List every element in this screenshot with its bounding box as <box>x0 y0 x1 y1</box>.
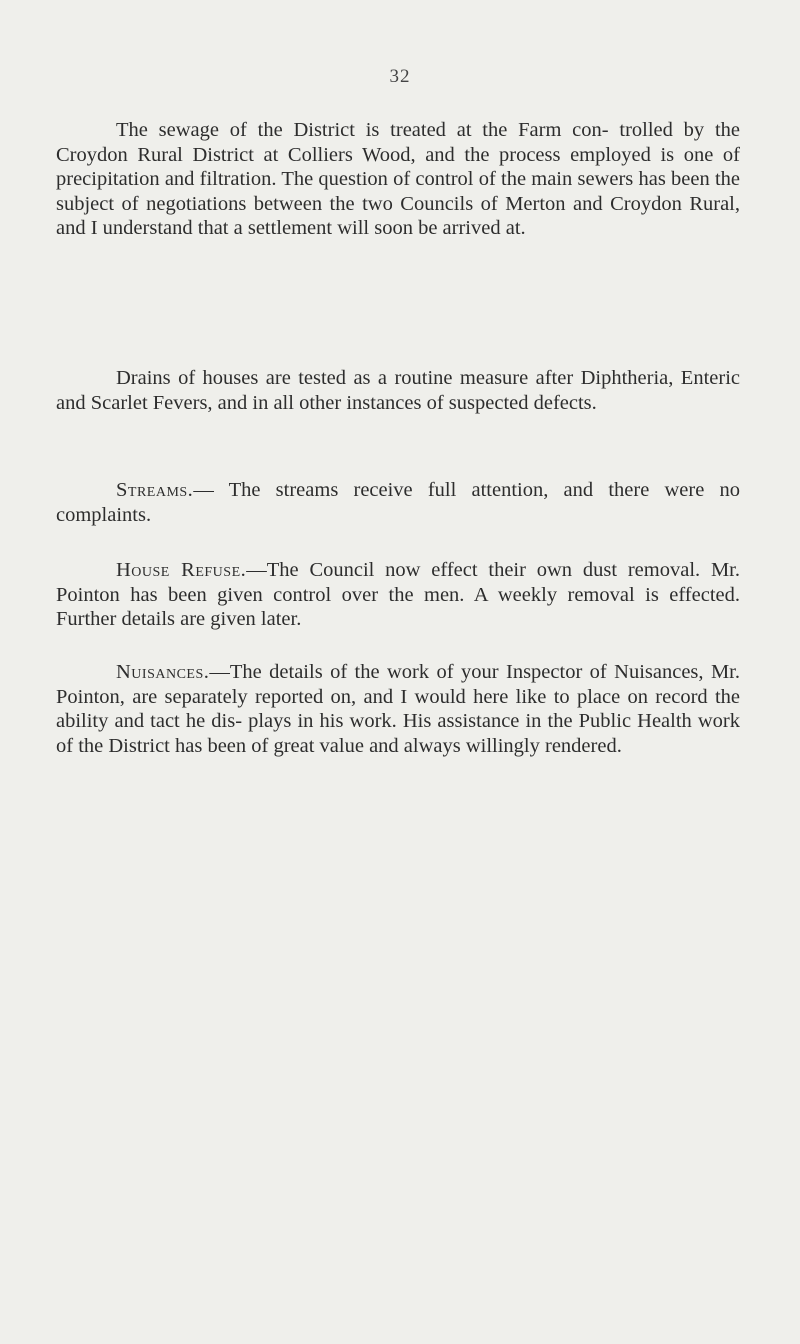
paragraph-text: The sewage of the District is treated at the Farm con- trolled by the Croydon Rural District at Colliers Wood, and the process employed is one of precipitation and filtration. The question of control of the main sewers has been the subject of negotiations between the two Councils of Merton and Croydon Rural, and I understand that a settlement will soon be arrived at. <box>56 119 740 239</box>
paragraph-sewage <box>56 118 740 241</box>
paragraph-text: — The streams receive full attention, and there were no complaints. <box>56 479 740 526</box>
paragraph-text: —The Council now effect their own dust removal. Mr. Pointon has been given control over the men. A weekly removal is effected. Further details are given later. <box>56 559 740 630</box>
paragraph-streams <box>56 478 740 527</box>
paragraph-nuisances <box>56 660 740 758</box>
section-heading-house-refuse: House Refuse. <box>116 559 247 581</box>
paragraph-house-refuse <box>56 558 740 632</box>
paragraph-text: Drains of houses are tested as a routine measure after Diphtheria, Enteric and Scarlet Fevers, and in all other instances of suspected defects. <box>56 367 740 414</box>
paragraph-text: —The details of the work of your Inspector of Nuisances, Mr. Pointon, are separately reported on, and I would here like to place on record the ability and tact he dis- plays in his work. His assistance in the Public Health work of the District has been of great value and always willingly rendered. <box>56 661 740 757</box>
section-heading-nuisances: Nuisances. <box>116 661 210 683</box>
section-heading-streams: Streams. <box>116 479 194 501</box>
paragraph-drains <box>56 366 740 415</box>
page-number: 32 <box>389 66 411 87</box>
